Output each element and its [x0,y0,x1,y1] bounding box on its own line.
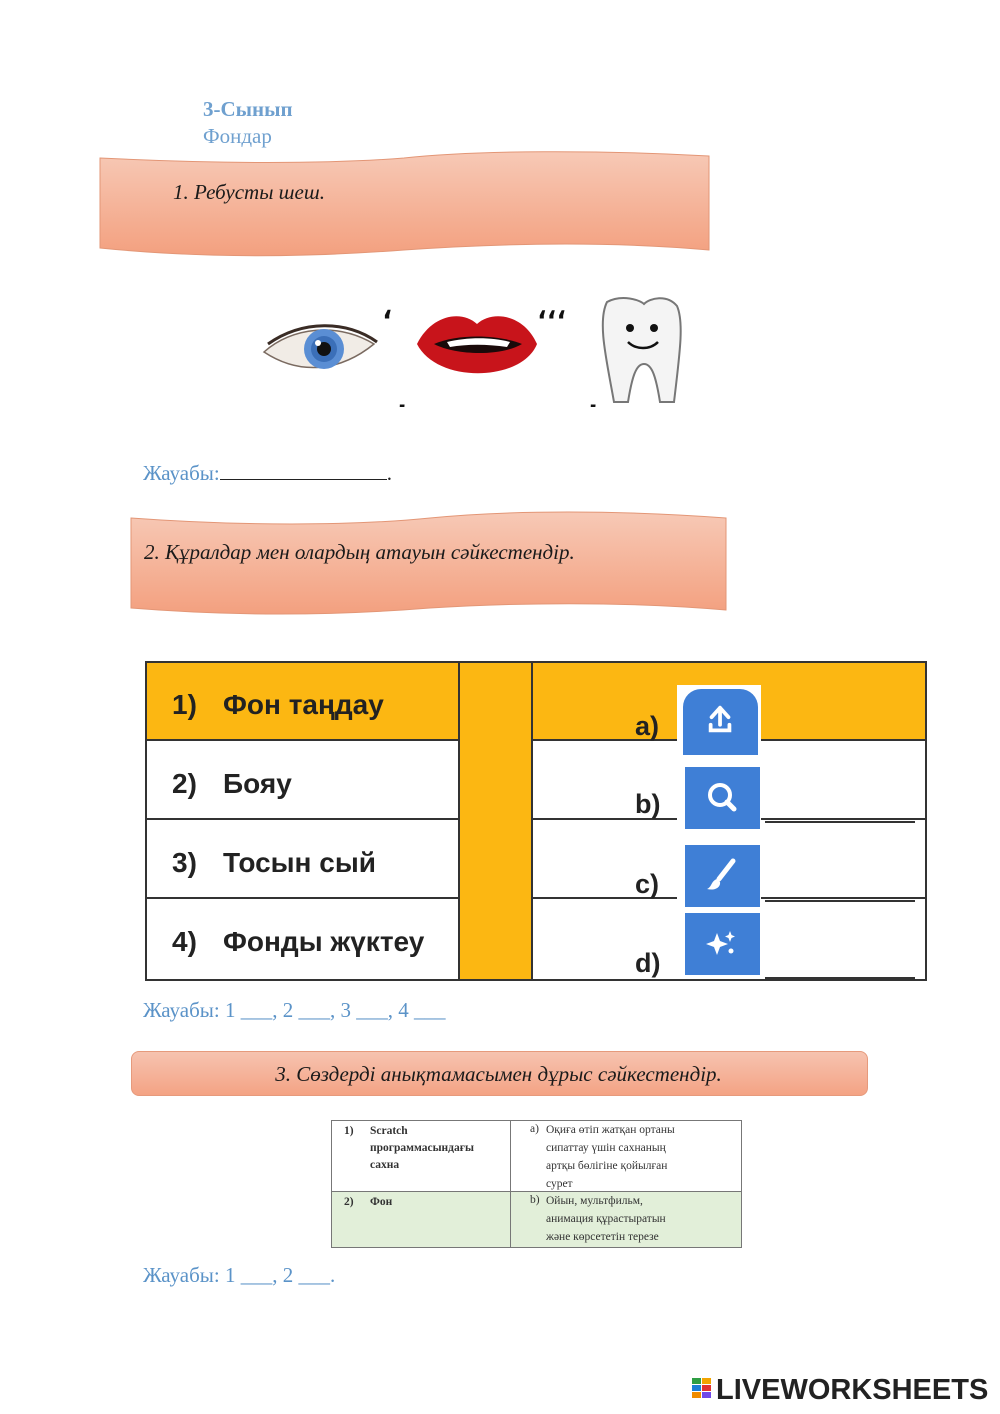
term-line: сахна [370,1159,400,1171]
tools-matching-table [145,661,925,979]
terms-row-1-term [370,1123,505,1174]
tool-row-4-label: Фонды жүктеу [223,926,425,957]
def-line: Ойын, мультфильм, [546,1195,643,1207]
terms-row-1-definition [546,1121,736,1193]
rebus-comma-bottom-2: , [587,379,599,407]
terms-table-divider [510,1121,511,1247]
def-line: Оқиға өтіп жатқан ортаны [546,1124,675,1136]
option-b-letter: b) [635,789,661,819]
tool-row-1-num: 1) [172,689,197,720]
option-a-letter: a) [635,711,660,741]
task1-answer-blank[interactable] [220,461,387,480]
task1-title: 1. Ребусты шеш. [173,180,325,204]
terms-row-2-definition [546,1192,736,1246]
tool-row-1-label: Фон таңдау [223,689,384,720]
rebus-comma-top-1: ، [382,292,393,326]
terms-row-2-letter: b) [530,1194,540,1206]
def-line: артқы бөлігіне қойылған [546,1160,668,1172]
def-line: және көрсететін терезе [546,1231,659,1243]
term-line: Scratch [370,1125,408,1137]
rebus-comma-top-3: ،،، [537,292,567,326]
liveworksheets-brand: LIVEWORKSHEETS [716,1374,989,1406]
topic-label: Фондар [203,124,272,148]
eye-icon [264,326,377,369]
task3-answer[interactable]: Жауабы: 1 ___, 2 ___. [143,1263,336,1287]
terms-row-2-num: 2) [344,1196,354,1208]
term-line: программасындағы [370,1142,474,1154]
terms-row-1-letter: a) [530,1123,539,1135]
term-line: Фон [370,1196,393,1208]
def-line: анимация құрастыратын [546,1213,666,1225]
tool-row-2-num: 2) [172,768,197,799]
task1-answer [143,461,392,486]
terms-row-2 [332,1192,741,1247]
tooth-icon [603,298,681,402]
def-line: сипаттау үшін сахнаның [546,1142,666,1154]
task1-answer-label: Жауабы: [143,461,220,485]
option-c-letter: c) [635,869,660,899]
def-line: сурет [546,1178,573,1190]
terms-row-1-num: 1) [344,1125,354,1137]
terms-row-2-term [370,1194,505,1211]
terms-row-1 [332,1121,741,1192]
task1-answer-end: . [386,461,392,485]
liveworksheets-mark-icon [692,1378,712,1400]
tool-row-3-label: Тосын сый [223,847,376,878]
lips-icon [417,316,537,373]
tool-row-3-num: 3) [172,847,197,878]
grade-label: 3-Сынып [203,97,293,121]
rebus-comma-bottom-1: , [396,379,408,407]
rebus-picture [262,292,682,407]
task1-banner [99,150,711,262]
tool-row-4-num: 4) [172,926,197,957]
task3-title: 3. Сөздерді анықтамасымен дұрыс сәйкестендір. [275,1062,722,1086]
tool-row-2-label: Бояу [223,768,292,799]
option-d-letter: d) [635,948,661,978]
terms-matching-table [331,1120,742,1248]
task2-title: 2. Құралдар мен олардың атауын сәйкестендір. [144,540,575,564]
tools-table-border [145,661,927,981]
task2-answer[interactable]: Жауабы: 1 ___, 2 ___, 3 ___, 4 ___ [143,998,446,1022]
